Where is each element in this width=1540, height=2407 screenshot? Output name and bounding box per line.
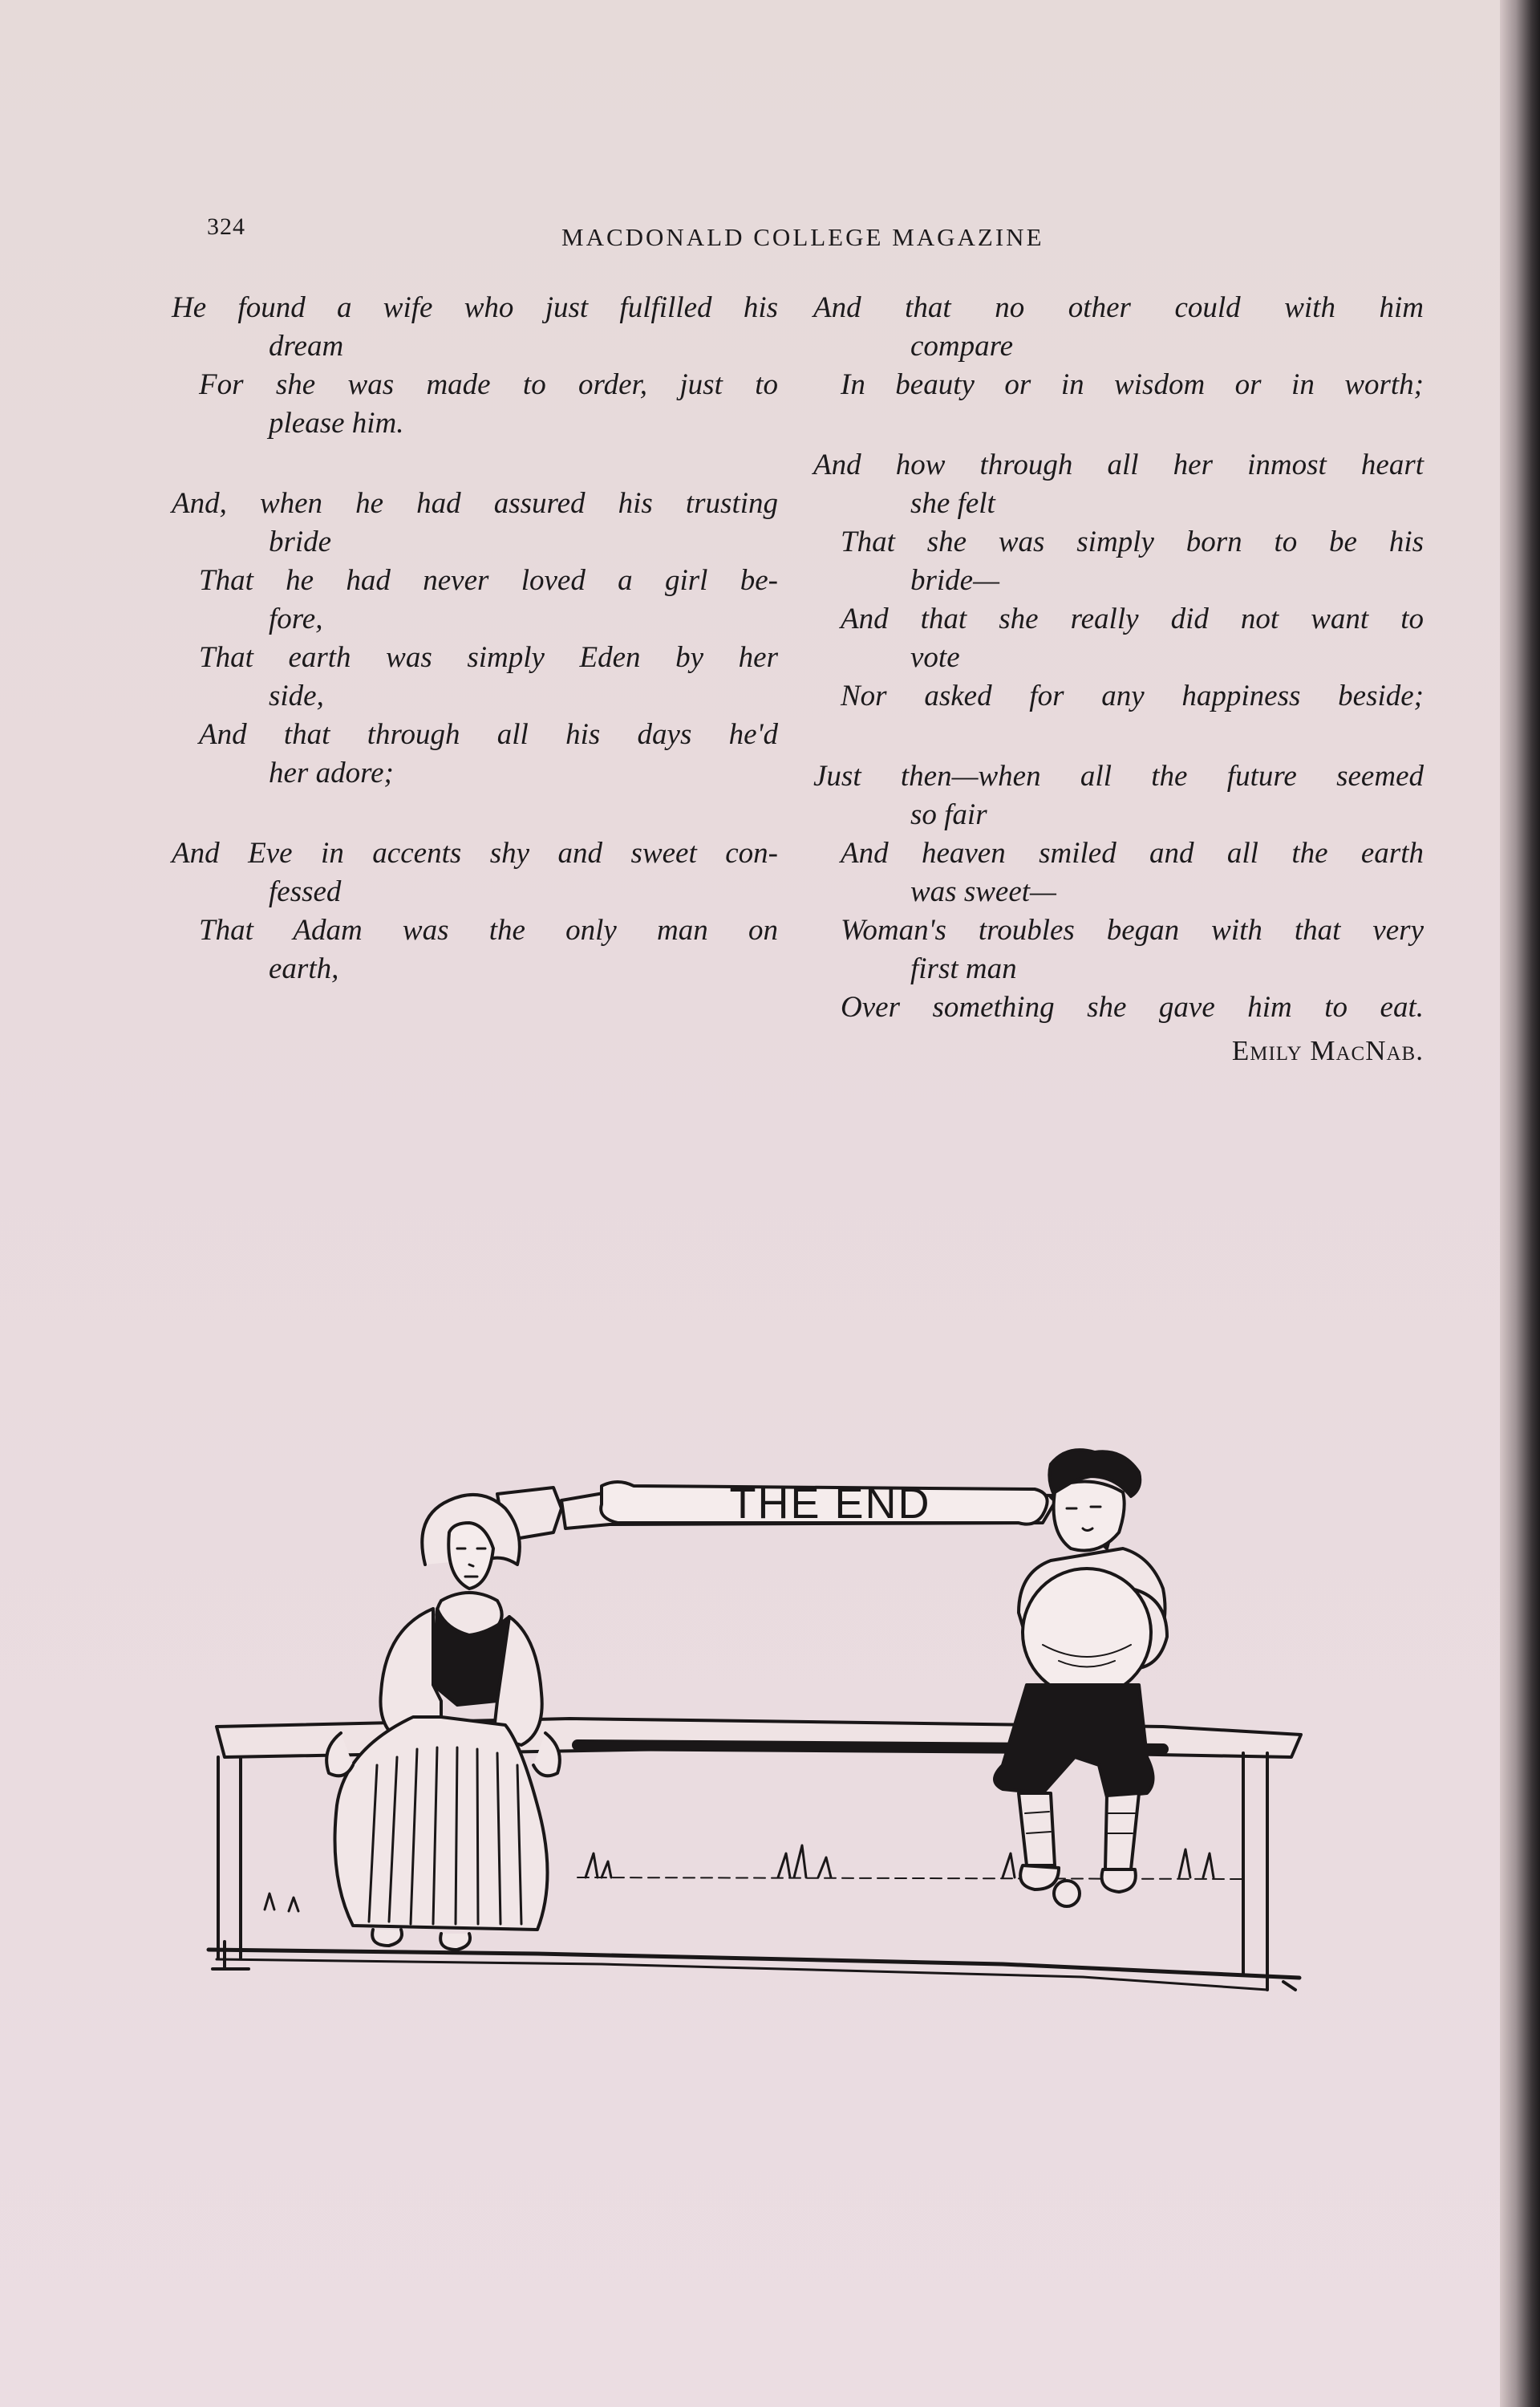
poem-line: That she was simply born to be his — [841, 526, 1424, 558]
poem-line: That he had never loved a girl be- — [199, 564, 778, 597]
poem-line-continuation: fessed — [269, 875, 342, 908]
running-title: MACDONALD COLLEGE MAGAZINE — [561, 223, 1044, 251]
poem-line: That Adam was the only man on — [199, 914, 778, 947]
poem-line-continuation: vote — [910, 641, 960, 674]
poem-line: That earth was simply Eden by her — [199, 641, 778, 674]
poem-line-continuation: bride — [269, 526, 332, 558]
poem-line: And that no other could with him — [813, 291, 1424, 324]
poem-stanza — [160, 289, 778, 443]
poem-line: For she was made to order, just to — [199, 368, 778, 401]
poem-column-right — [802, 289, 1424, 1070]
poem-stanzas-right — [802, 289, 1424, 1027]
poem-line: In beauty or in wisdom or in worth; — [841, 368, 1424, 401]
poem-stanza — [802, 289, 1424, 404]
book-spine-shadow — [1500, 0, 1540, 2407]
poem-line: And Eve in accents shy and sweet con- — [172, 837, 778, 870]
poem-line-continuation: she felt — [910, 487, 995, 520]
poem-line-continuation: bride— — [910, 564, 999, 597]
poem-line: Just then—when all the future seemed — [813, 760, 1424, 793]
poem-stanza — [160, 485, 778, 793]
poem-stanza — [160, 834, 778, 988]
poem-line-continuation: please him. — [269, 407, 404, 440]
poem-line-continuation: earth, — [269, 952, 339, 985]
poem-line-continuation: her adore; — [269, 757, 394, 789]
poem-line: And that through all his days he'd — [199, 718, 778, 751]
poem-line: Over something she gave him to eat. — [841, 991, 1424, 1024]
poem-line: He found a wife who just fulfilled his — [172, 291, 778, 324]
poem-line-continuation: first man — [910, 952, 1017, 985]
poem-line: Nor asked for any happiness beside; — [841, 680, 1424, 712]
poem-stanza — [802, 757, 1424, 1027]
poem-line-continuation: fore, — [269, 603, 323, 635]
poem-line: And how through all her inmost heart — [813, 449, 1424, 481]
poem-line-continuation: side, — [269, 680, 324, 712]
poem-line: Woman's troubles began with that very — [841, 914, 1424, 947]
poem-line-continuation: compare — [910, 330, 1014, 363]
poem-column-left — [160, 289, 778, 1030]
banner-text: THE END — [729, 1480, 931, 1528]
poem-line: And that she really did not want to — [841, 603, 1424, 635]
page-number: 324 — [207, 213, 245, 240]
poem-line: And, when he had assured his trusting — [172, 487, 778, 520]
poem-line-continuation: dream — [269, 330, 344, 363]
poem-stanza — [802, 446, 1424, 716]
end-illustration — [201, 1428, 1323, 2022]
poem-line-continuation: so fair — [910, 798, 987, 831]
poem-line-continuation: was sweet— — [910, 875, 1056, 908]
author-signature: Emily MacNab. — [1231, 1035, 1424, 1066]
poem-line: And heaven smiled and all the earth — [841, 837, 1424, 870]
